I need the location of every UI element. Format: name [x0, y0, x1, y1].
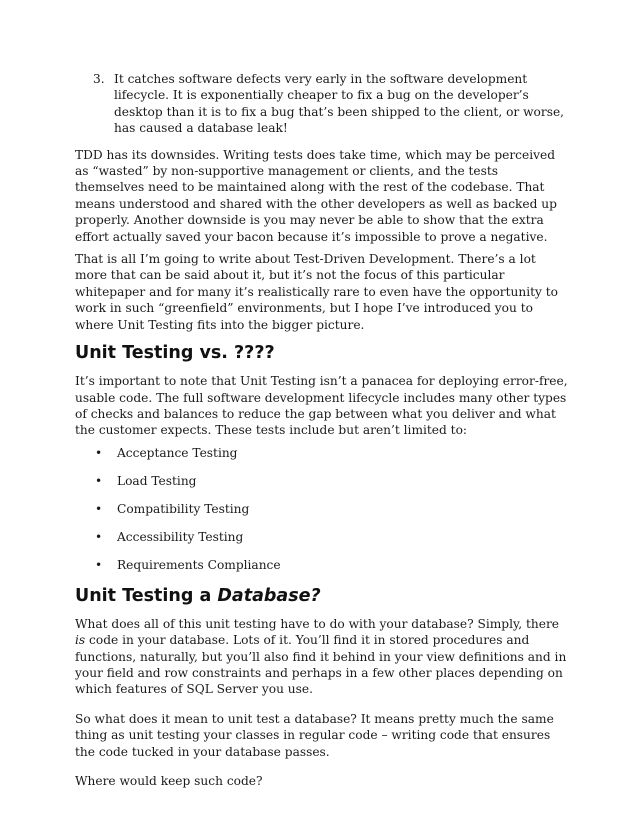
- paragraph-panacea: It’s important to note that Unit Testing isn’t a panacea for deploying error-free, usable code. The full software development lifecycle includes many other types of checks and balances to reduce the gap between what you deliver and what the customer expects. These tests include but aren’t limited to:: [75, 374, 568, 438]
- paragraph-tdd-downsides: TDD has its downsides. Writing tests does take time, which may be perceived as “wasted” by non-supportive management or clients, and the tests themselves need to be maintained along with the rest of the codebase. That means understood and shared with the other developers as well as backed up properly. Another downside is you may never be able to show that the extra effort actually saved your bacon because it’s impossible to prove a negative.: [75, 147, 557, 244]
- list-item: [75, 473, 568, 489]
- emphasis-text: is: [75, 633, 86, 648]
- section-heading-unit-testing-database: [75, 585, 568, 607]
- paragraph-so-what: So what does it mean to unit test a database? It means pretty much the same thing as unit testing your classes in regular code – writing code that ensures the code tucked in your database passes.: [75, 711, 554, 759]
- bullet-icon: •: [95, 473, 103, 488]
- section-heading-unit-testing-vs: Unit Testing vs. ????: [75, 343, 275, 364]
- list-item-label: Acceptance Testing: [117, 445, 238, 460]
- heading-prefix: Unit Testing a: [75, 585, 218, 606]
- list-item-label: Compatibility Testing: [117, 501, 250, 516]
- list-number: 3.: [93, 72, 105, 86]
- list-item-label: Requirements Compliance: [117, 557, 281, 572]
- bullet-icon: •: [95, 529, 103, 544]
- heading-emphasis: Database?: [217, 585, 321, 606]
- list-item: [75, 445, 568, 461]
- list-item-text: It catches software defects very early in the software development lifecycle. It is exponentially cheaper to fix a bug on the developer’s desktop than it is to fix a bug that’s been shipped to the client, or worse, has caused a database leak!: [114, 72, 565, 136]
- paragraph-tdd-scope: That is all I’m going to write about Test-Driven Development. There’s a lot more that can be said about it, but it’s not the focus of this particular whitepaper and for many it’s realistically rare to even have the opportunity to work in such “greenfield” environments, but I hope I’ve introduced you to where Unit Testing fits into the bigger picture.: [75, 252, 558, 332]
- list-item-label: Load Testing: [117, 473, 197, 488]
- paragraph-what-does: [75, 616, 568, 698]
- bullet-icon: •: [95, 445, 103, 460]
- list-item: [75, 529, 568, 545]
- text-run: What does all of this unit testing have to do with your database? Simply, there: [75, 616, 559, 631]
- bullet-icon: •: [95, 501, 103, 516]
- paragraph-where: Where would keep such code?: [75, 773, 263, 788]
- list-item: [75, 501, 568, 517]
- list-item-label: Accessibility Testing: [117, 529, 244, 544]
- testing-types-list: [75, 445, 568, 573]
- bullet-icon: •: [95, 557, 103, 572]
- list-item: [75, 557, 568, 573]
- numbered-list-item: [93, 71, 568, 137]
- text-run: code in your database. Lots of it. You’ll find it in stored procedures and functions, naturally, but you’ll also find it behind in your view definitions and in your field and row constraints and perhaps in a few other places depending on which features of SQL Server you use.: [75, 633, 567, 697]
